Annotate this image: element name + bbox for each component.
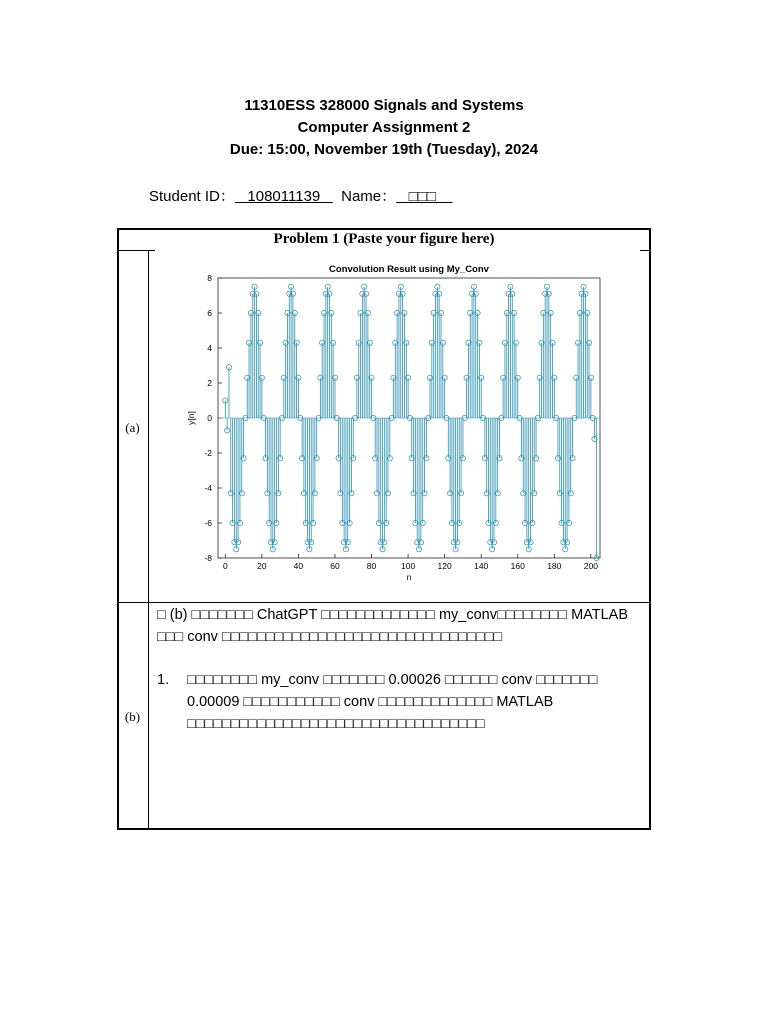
x-tick-label: 0: [222, 561, 228, 571]
x-tick-label: 100: [400, 561, 416, 571]
y-tick-label: 4: [207, 343, 212, 353]
y-tick-label: -6: [204, 518, 212, 528]
y-tick-label: 2: [207, 378, 212, 388]
y-tick-label: 0: [207, 413, 212, 423]
x-tick-label: 20: [257, 561, 267, 571]
y-tick-label: 6: [207, 308, 212, 318]
list-number: 1.: [157, 672, 170, 688]
x-axis-label: n: [406, 572, 412, 582]
x-tick-label: 200: [583, 561, 598, 571]
caption-divider-right: [640, 250, 650, 251]
row-divider: [118, 602, 650, 603]
y-tick-label: 8: [207, 273, 212, 283]
figure-area: [152, 254, 634, 600]
row-b-label: (b): [124, 709, 141, 724]
name-label: Name：: [341, 188, 397, 205]
name-value: □□□: [408, 188, 436, 205]
x-tick-label: 60: [330, 561, 340, 571]
student-id-label: Student ID：: [149, 188, 235, 205]
student-info-line: [149, 185, 453, 206]
label-column-divider: [148, 250, 149, 830]
x-tick-label: 160: [510, 561, 525, 571]
chart-title: Convolution Result using My_Conv: [329, 264, 489, 275]
x-tick-label: 40: [293, 561, 304, 571]
row-a-label: (a): [125, 420, 140, 435]
course-title: 11310ESS 328000 Signals and Systems: [244, 97, 524, 114]
list-item-text: □□□□□□□□ my_conv □□□□□□□ 0.00026 □□□□□□ conv □□□□□□□ 0.00009 □□□□□□□□□□□ conv □□□□□□□□□□□□□ MATLAB □□□□□□□□□□□□□□□□□□□□□□□□□□□□□□□□□□: [187, 672, 598, 732]
x-tick-label: 80: [366, 561, 377, 571]
due-date: Due: 15:00, November 19th (Tuesday), 2024: [229, 141, 539, 158]
y-tick-label: -8: [204, 553, 212, 563]
table-caption: Problem 1 (Paste your figure here): [273, 231, 495, 247]
y-tick-label: -4: [204, 483, 212, 493]
student-id-value: 108011139: [247, 188, 321, 205]
x-tick-label: 180: [547, 561, 562, 571]
stem-plot: [152, 254, 634, 600]
x-tick-label: 120: [437, 561, 452, 571]
y-tick-label: -2: [204, 448, 212, 458]
x-tick-label: 140: [474, 561, 489, 571]
y-axis-label: y[n]: [186, 411, 196, 425]
answer-b-intro: □ (b) □□□□□□□ ChatGPT □□□□□□□□□□□□□ my_conv□□□□□□□□ MATLAB □□□ conv □□□□□□□□□□□□□□□□□□□□□□□□□□□□□□□□: [157, 607, 629, 645]
assignment-title: Computer Assignment 2: [297, 119, 471, 136]
caption-divider-left: [118, 250, 155, 251]
